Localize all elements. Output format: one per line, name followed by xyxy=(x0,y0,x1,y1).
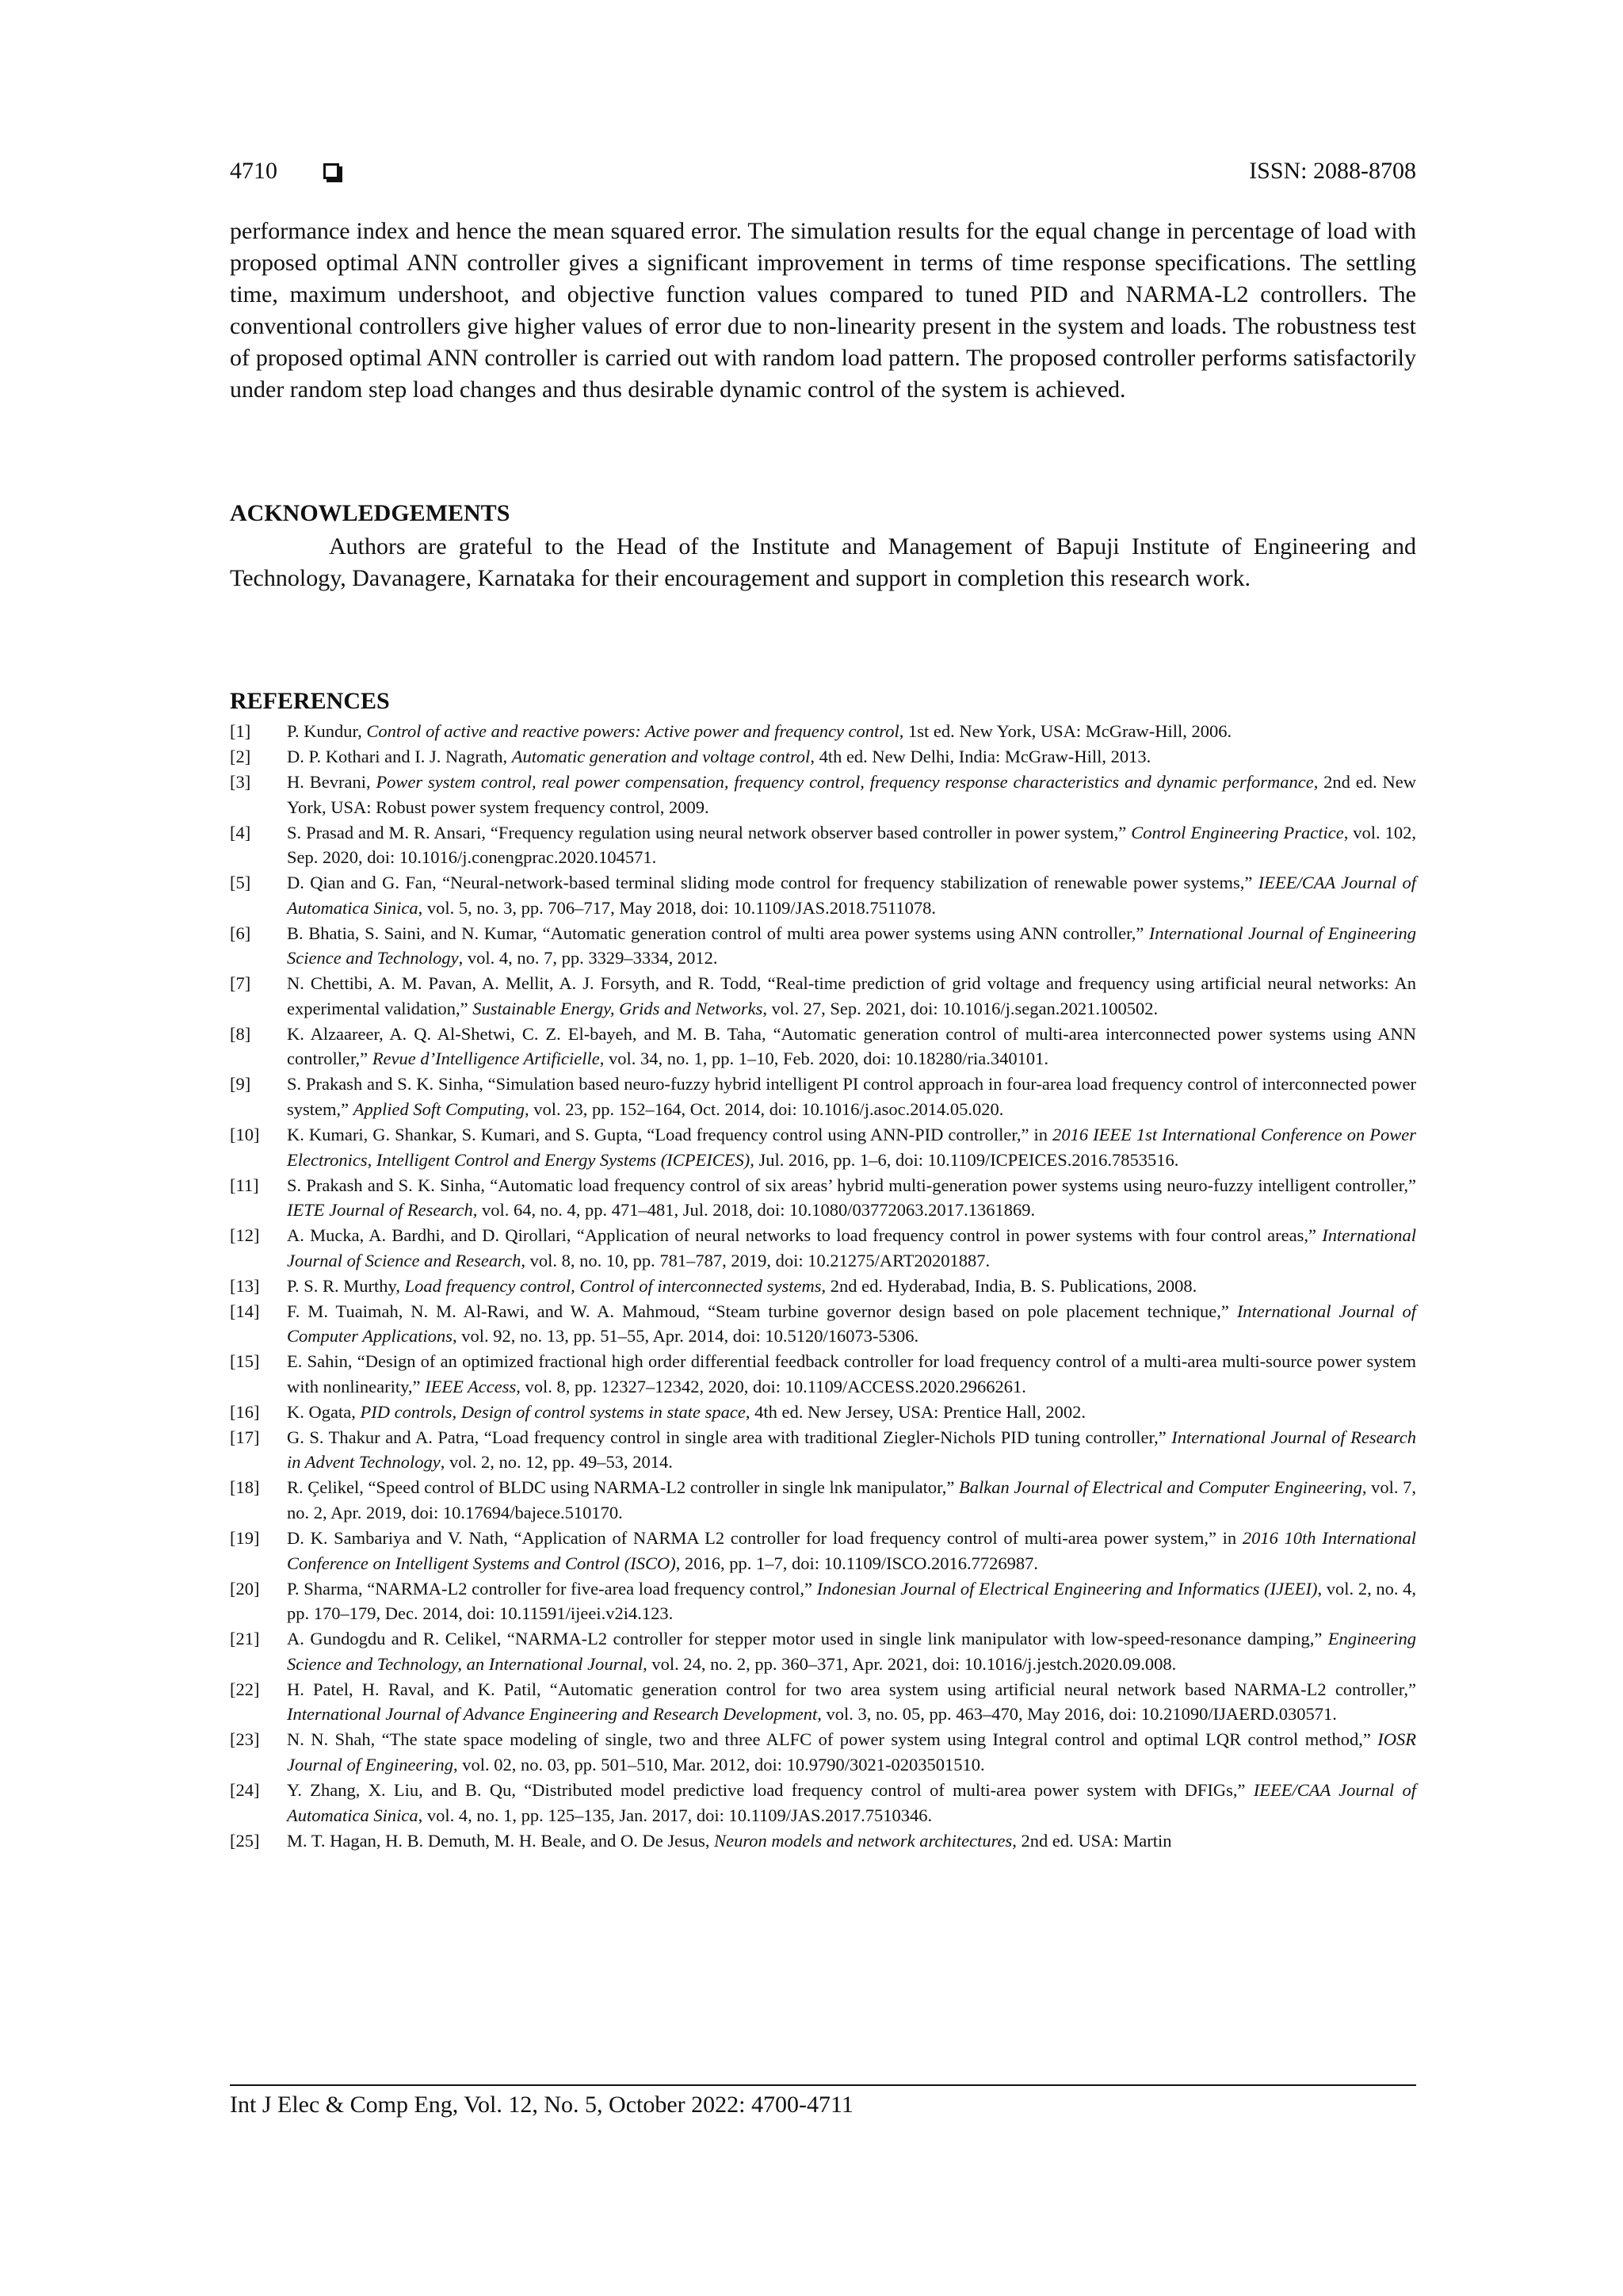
reference-details: , 2nd ed. New York, USA: Robust power system frequency control, 2009. xyxy=(287,771,1416,817)
reference-details: , vol. 5, no. 3, pp. 706–717, May 2018, doi: 10.1109/JAS.2018.7511078. xyxy=(418,897,936,918)
acknowledgements-paragraph: Authors are grateful to the Head of the Institute and Management of Bapuji Institute of Engineering and Technology, Davanagere, Karnataka for their encouragement and support in completion this research work. xyxy=(230,533,1416,591)
reference-text xyxy=(287,1299,1416,1349)
reference-number: [17] xyxy=(230,1427,260,1447)
reference-source: Revue d’Intelligence Artificielle xyxy=(372,1049,600,1069)
reference-number: [8] xyxy=(230,1023,251,1044)
reference-details: , vol. 3, no. 05, pp. 463–470, May 2016, doi: 10.21090/IJAERD.030571. xyxy=(817,1704,1337,1725)
references-list xyxy=(230,719,1416,1853)
reference-number: [5] xyxy=(230,873,251,893)
reference-details: , vol. 4, no. 7, pp. 3329–3334, 2012. xyxy=(458,948,718,968)
reference-source: Control Engineering Practice xyxy=(1131,822,1344,842)
reference-text xyxy=(287,1122,1416,1172)
reference-number: [23] xyxy=(230,1729,260,1750)
reference-details: , 4th ed. New Delhi, India: McGraw-Hill, 2013. xyxy=(810,746,1151,766)
reference-text xyxy=(287,1475,1416,1525)
reference-authors-title: H. Patel, H. Raval, and K. Patil, “Automatic generation control for two area system using artificial neural network based NARMA-L2 controller,” xyxy=(287,1679,1416,1699)
reference-source: IEEE/CAA Journal of Automatica Sinica xyxy=(287,873,1417,918)
reference-source: Automatic generation and voltage control xyxy=(511,746,811,766)
reference-item xyxy=(230,1349,1416,1399)
issn-label: ISSN: 2088-8708 xyxy=(1249,158,1416,184)
square-box-icon xyxy=(323,163,339,179)
reference-details: , 1st ed. New York, USA: McGraw-Hill, 2006. xyxy=(899,721,1232,741)
reference-authors-title: D. P. Kothari and I. J. Nagrath, xyxy=(287,746,512,766)
reference-item xyxy=(230,1526,1416,1576)
reference-details: , 2nd ed. Hyderabad, India, B. S. Publications, 2008. xyxy=(821,1275,1197,1296)
reference-source: IETE Journal of Research xyxy=(287,1200,473,1221)
reference-details: , vol. 8, no. 10, pp. 781–787, 2019, doi: 10.21275/ART20201887. xyxy=(521,1250,991,1270)
reference-item xyxy=(230,1778,1416,1828)
reference-text xyxy=(287,1173,1416,1223)
reference-text xyxy=(287,719,1416,744)
reference-text xyxy=(287,971,1416,1021)
reference-authors-title: K. Alzaareer, A. Q. Al-Shetwi, C. Z. El-bayeh, and M. B. Taha, “Automatic generation control of multi-area interconnected power systems using ANN controller,” xyxy=(287,1023,1416,1069)
reference-authors-title: P. Sharma, “NARMA-L2 controller for five-area load frequency control,” xyxy=(287,1578,817,1599)
reference-number: [11] xyxy=(230,1175,259,1195)
reference-details: , vol. 64, no. 4, pp. 471–481, Jul. 2018, doi: 10.1080/03772063.2017.1361869. xyxy=(472,1200,1036,1221)
reference-item xyxy=(230,1727,1416,1777)
reference-number: [13] xyxy=(230,1275,260,1296)
reference-details: , vol. 34, no. 1, pp. 1–10, Feb. 2020, doi: 10.18280/ria.340101. xyxy=(599,1049,1049,1069)
reference-details: , vol. 27, Sep. 2021, doi: 10.1016/j.segan.2021.100502. xyxy=(762,998,1159,1018)
reference-item xyxy=(230,1122,1416,1172)
reference-authors-title: P. S. R. Murthy, xyxy=(287,1275,405,1296)
reference-authors-title: S. Prakash and S. K. Sinha, “Simulation based neuro-fuzzy hybrid intelligent PI control approach in four-area load frequency control of interconnected power system,” xyxy=(287,1074,1416,1120)
reference-item xyxy=(230,1626,1416,1676)
page-header xyxy=(230,155,1416,192)
reference-details: , vol. 102, Sep. 2020, doi: 10.1016/j.conengprac.2020.104571. xyxy=(287,822,1416,868)
reference-source: IOSR Journal of Engineering xyxy=(287,1729,1416,1775)
reference-source: Control of active and reactive powers: Active power and frequency control xyxy=(366,721,899,741)
reference-authors-title: F. M. Tuaimah, N. M. Al-Rawi, and W. A. Mahmoud, “Steam turbine governor design based on pole placement technique,” xyxy=(287,1301,1237,1321)
reference-item xyxy=(230,1828,1416,1854)
reference-item xyxy=(230,1400,1416,1425)
reference-authors-title: K. Ogata, xyxy=(287,1401,361,1422)
reference-text xyxy=(287,770,1416,819)
reference-number: [15] xyxy=(230,1351,260,1372)
reference-text xyxy=(287,1727,1416,1777)
reference-source: 2016 IEEE 1st International Conference on Power Electronics, Intelligent Control and Energy Systems (ICPEICES) xyxy=(287,1125,1416,1170)
reference-details: , 4th ed. New Jersey, USA: Prentice Hall, 2002. xyxy=(745,1401,1086,1422)
reference-source: Engineering Science and Technology, an International Journal xyxy=(287,1629,1416,1674)
reference-authors-title: D. Qian and G. Fan, “Neural-network-based terminal sliding mode control for frequency stabilization of renewable power systems,” xyxy=(287,873,1258,893)
reference-number: [25] xyxy=(230,1830,260,1851)
reference-authors-title: D. K. Sambariya and V. Nath, “Application of NARMA L2 controller for load frequency control of multi-area power system,” in xyxy=(287,1528,1243,1549)
reference-item xyxy=(230,1223,1416,1273)
references-heading: REFERENCES xyxy=(230,688,390,714)
reference-number: [22] xyxy=(230,1679,260,1699)
reference-number: [14] xyxy=(230,1301,260,1321)
reference-number: [3] xyxy=(230,771,251,792)
reference-source: International Journal of Science and Research xyxy=(287,1225,1416,1270)
reference-text xyxy=(287,1425,1416,1475)
page-number: 4710 xyxy=(230,158,277,184)
reference-source: IEEE Access xyxy=(425,1376,517,1396)
reference-item xyxy=(230,1425,1416,1475)
reference-details: , vol. 24, no. 2, pp. 360–371, Apr. 2021, doi: 10.1016/j.jestch.2020.09.008. xyxy=(643,1653,1177,1674)
reference-authors-title: A. Mucka, A. Bardhi, and D. Qirollari, “Application of neural networks to load frequency control in power systems with four control areas,” xyxy=(287,1225,1323,1246)
reference-source: Neuron models and network architectures xyxy=(714,1830,1013,1851)
reference-source: International Journal of Engineering Science and Technology xyxy=(287,923,1416,968)
reference-details: , vol. 23, pp. 152–164, Oct. 2014, doi: 10.1016/j.asoc.2014.05.020. xyxy=(525,1099,1004,1120)
reference-text xyxy=(287,1828,1416,1854)
reference-details: , 2016, pp. 1–7, doi: 10.1109/ISCO.2016.7726987. xyxy=(675,1553,1039,1573)
reference-details: , vol. 92, no. 13, pp. 51–55, Apr. 2014, doi: 10.5120/16073-5306. xyxy=(452,1326,919,1347)
reference-authors-title: K. Kumari, G. Shankar, S. Kumari, and S. Gupta, “Load frequency control using ANN-PID controller,” in xyxy=(287,1125,1053,1145)
reference-authors-title: M. T. Hagan, H. B. Demuth, M. H. Beale, and O. De Jesus, xyxy=(287,1830,715,1851)
reference-source: International Journal of Advance Engineering and Research Development xyxy=(287,1704,818,1725)
reference-source: Sustainable Energy, Grids and Networks xyxy=(472,998,763,1018)
reference-text xyxy=(287,1400,1416,1425)
reference-number: [9] xyxy=(230,1074,251,1095)
reference-details: , vol. 2, no. 4, pp. 170–179, Dec. 2014, doi: 10.11591/ijeei.v2i4.123. xyxy=(287,1578,1416,1624)
reference-authors-title: S. Prakash and S. K. Sinha, “Automatic load frequency control of six areas’ hybrid multi-generation power systems using neuro-fuzzy intelligent controller,” xyxy=(287,1175,1416,1195)
reference-text xyxy=(287,1022,1416,1072)
reference-text xyxy=(287,1072,1416,1121)
reference-details: , vol. 02, no. 03, pp. 501–510, Mar. 2012, doi: 10.9790/3021-0203501510. xyxy=(453,1754,985,1775)
reference-text xyxy=(287,1626,1416,1676)
reference-text xyxy=(287,1576,1416,1626)
reference-number: [16] xyxy=(230,1401,260,1422)
reference-details: , vol. 2, no. 12, pp. 49–53, 2014. xyxy=(440,1452,673,1473)
reference-text xyxy=(287,1223,1416,1273)
reference-number: [21] xyxy=(230,1629,260,1649)
acknowledgements-heading: ACKNOWLEDGEMENTS xyxy=(230,500,510,526)
reference-item xyxy=(230,1576,1416,1626)
reference-item xyxy=(230,1173,1416,1223)
reference-text xyxy=(287,1274,1416,1299)
reference-source: Balkan Journal of Electrical and Computer Engineering xyxy=(959,1477,1362,1498)
reference-authors-title: G. S. Thakur and A. Patra, “Load frequency control in single area with traditional Ziegler-Nichols PID tuning controller,” xyxy=(287,1427,1172,1447)
reference-number: [19] xyxy=(230,1528,260,1549)
reference-text xyxy=(287,744,1416,770)
reference-number: [24] xyxy=(230,1779,260,1800)
reference-source: Indonesian Journal of Electrical Engineering and Informatics (IJEEI) xyxy=(816,1578,1318,1599)
reference-authors-title: H. Bevrani, xyxy=(287,771,376,792)
reference-source: Load frequency control, Control of interconnected systems xyxy=(404,1275,822,1296)
reference-source: International Journal of Research in Advent Technology xyxy=(287,1427,1416,1473)
reference-details: , vol. 8, pp. 12327–12342, 2020, doi: 10.1109/ACCESS.2020.2966261. xyxy=(516,1376,1026,1396)
reference-number: [7] xyxy=(230,973,251,994)
reference-source: 2016 10th International Conference on Intelligent Systems and Control (ISCO) xyxy=(287,1528,1416,1573)
reference-text xyxy=(287,1349,1416,1399)
reference-item xyxy=(230,971,1416,1021)
reference-authors-title: R. Çelikel, “Speed control of BLDC using NARMA-L2 controller in single lnk manipulator,” xyxy=(287,1477,960,1498)
footer-divider xyxy=(230,2084,1416,2086)
reference-item xyxy=(230,820,1416,870)
reference-item xyxy=(230,921,1416,971)
reference-text xyxy=(287,1677,1416,1727)
reference-item xyxy=(230,770,1416,819)
reference-authors-title: N. Chettibi, A. M. Pavan, A. Mellit, A. J. Forsyth, and R. Todd, “Real-time prediction of grid voltage and frequency using artificial neural networks: An experimental validation,” xyxy=(287,973,1416,1018)
reference-authors-title: B. Bhatia, S. Saini, and N. Kumar, “Automatic generation control of multi area power systems using ANN controller,” xyxy=(287,923,1149,943)
reference-source: PID controls, Design of control systems in state space xyxy=(360,1401,746,1422)
page-footer: Int J Elec & Comp Eng, Vol. 12, No. 5, October 2022: 4700-4711 xyxy=(230,2092,854,2118)
reference-source: Applied Soft Computing xyxy=(353,1099,525,1120)
reference-number: [20] xyxy=(230,1578,260,1599)
reference-number: [12] xyxy=(230,1225,260,1246)
reference-authors-title: A. Gundogdu and R. Celikel, “NARMA-L2 controller for stepper motor used in single link manipulator with low-speed-resonance damping,” xyxy=(287,1629,1328,1649)
reference-details: , vol. 7, no. 2, Apr. 2019, doi: 10.17694/bajece.510170. xyxy=(287,1477,1416,1523)
reference-item xyxy=(230,1299,1416,1349)
reference-number: [2] xyxy=(230,746,251,766)
reference-number: [10] xyxy=(230,1125,260,1145)
reference-item xyxy=(230,719,1416,744)
reference-authors-title: E. Sahin, “Design of an optimized fractional high order differential feedback controller for load frequency control of a multi-area multi-source power system with nonlinearity,” xyxy=(287,1351,1416,1396)
reference-authors-title: Y. Zhang, X. Liu, and B. Qu, “Distributed model predictive load frequency control of multi-area power system with DFIGs,” xyxy=(287,1779,1254,1800)
reference-item xyxy=(230,1022,1416,1072)
reference-item xyxy=(230,870,1416,920)
reference-item xyxy=(230,1677,1416,1727)
reference-text xyxy=(287,921,1416,971)
reference-text xyxy=(287,1526,1416,1576)
reference-item xyxy=(230,1475,1416,1525)
conclusion-paragraph: performance index and hence the mean squared error. The simulation results for the equal change in percentage of load with proposed optimal ANN controller gives a significant improvement in terms of time response specifications. The settling time, maximum undershoot, and objective function values compared to tuned PID and NARMA-L2 controllers. The conventional controllers give higher values of error due to non-linearity present in the system and loads. The robustness test of proposed optimal ANN controller is carried out with random load pattern. The proposed controller performs satisfactorily under random step load changes and thus desirable dynamic control of the system is achieved. xyxy=(230,218,1416,403)
reference-source: IEEE/CAA Journal of Automatica Sinica xyxy=(287,1779,1416,1825)
reference-text xyxy=(287,870,1416,920)
reference-number: [18] xyxy=(230,1477,260,1498)
reference-details: , vol. 4, no. 1, pp. 125–135, Jan. 2017, doi: 10.1109/JAS.2017.7510346. xyxy=(418,1805,933,1825)
reference-number: [4] xyxy=(230,822,251,842)
reference-authors-title: N. N. Shah, “The state space modeling of single, two and three ALFC of power system using Integral control and optimal LQR control method,” xyxy=(287,1729,1378,1750)
reference-item xyxy=(230,1072,1416,1121)
reference-text xyxy=(287,1778,1416,1828)
reference-source: Power system control, real power compensation, frequency control, frequency response characteristics and dynamic performance xyxy=(376,771,1314,792)
reference-details: , 2nd ed. USA: Martin xyxy=(1012,1830,1172,1851)
reference-item xyxy=(230,1274,1416,1299)
reference-authors-title: S. Prasad and M. R. Ansari, “Frequency regulation using neural network observer based controller in power system,” xyxy=(287,822,1132,842)
reference-source: International Journal of Computer Applications xyxy=(287,1301,1416,1347)
reference-number: [6] xyxy=(230,923,251,943)
reference-authors-title: P. Kundur, xyxy=(287,721,367,741)
reference-item xyxy=(230,744,1416,770)
reference-details: , Jul. 2016, pp. 1–6, doi: 10.1109/ICPEICES.2016.7853516. xyxy=(750,1149,1179,1170)
reference-text xyxy=(287,820,1416,870)
reference-number: [1] xyxy=(230,721,251,741)
